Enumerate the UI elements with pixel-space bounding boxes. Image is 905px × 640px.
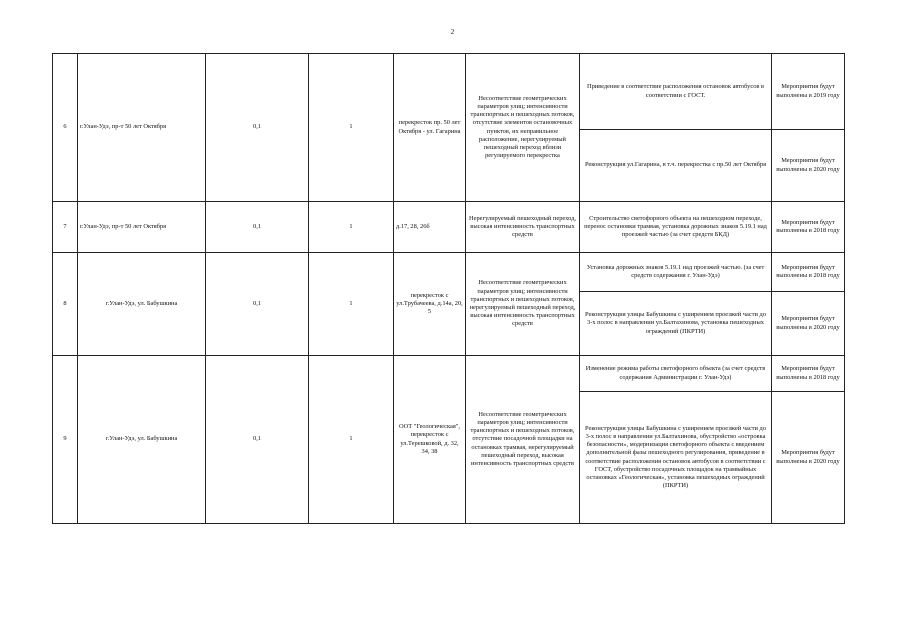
row-number: 7 (53, 202, 78, 253)
problems-cell: Несоответствие геометрических параметров улиц; интенсивности транспортных и пешеходных потоков, отсутствие элементов остановочных пунктов, их неправильное расположение, нерегулируемый пешеходный переход вблизи регулируемого перекрестка (466, 54, 580, 202)
deadline-cell: Мероприятия будут выполнены в 2020 году (772, 392, 845, 524)
deadline-cell: Мероприятия будут выполнены в 2018 году (772, 253, 845, 292)
row-number: 9 (53, 356, 78, 524)
deadline-cell: Мероприятия будут выполнены в 2018 году (772, 356, 845, 392)
measure-cell: Приведение в соответствие расположения остановок автобусов в соответствии с ГОСТ. (580, 54, 772, 130)
row-number: 6 (53, 54, 78, 202)
deadline-cell: Мероприятия будут выполнены в 2020 году (772, 292, 845, 356)
deadline-cell: Мероприятия будут выполнены в 2020 году (772, 130, 845, 202)
count-cell: 1 (309, 253, 394, 356)
measure-cell: Установка дорожных знаков 5.19.1 над проезжей частью. (за счет средств содержания г. Улан-Удэ) (580, 253, 772, 292)
value-cell: 0,1 (206, 54, 309, 202)
address-cell: перекресток пр. 50 лет Октября - ул. Гагарина (394, 54, 466, 202)
page-number: 2 (450, 28, 455, 36)
address-cell: д.17, 28, 26б (394, 202, 466, 253)
deadline-cell: Мероприятия будут выполнены в 2019 году (772, 54, 845, 130)
measure-cell: Реконструкция ул.Гагарина, в т.ч. перекрестка с пр.50 лет Октября (580, 130, 772, 202)
measure-cell: Реконструкция улицы Бабушкина с уширением проезжей части до 3-х полос в направлении ул.Балтахинова, обустройство «островка безопасности», модернизация светофорного объекта с введением дополнительной фазы пешеходного регулирования, приведение в соответствие расположения остановок автобусов в соответствии с ГОСТ, обустройство посадочных площадок на трамвайных остановках «Геологическая», установка пешеходных ограждений (ПКРТИ) (580, 392, 772, 524)
table-row (53, 202, 845, 253)
measure-cell: Строительство светофорного объекта на пешеходном переходе, перенос остановки трамвая, установка дорожных знаков 5.19.1 над проезжей частью (за счет средств БКД) (580, 202, 772, 253)
count-cell: 1 (309, 54, 394, 202)
value-cell: 0,1 (206, 253, 309, 356)
problems-cell: Нерегулируемый пешеходный переход, высокая интенсивность транспортных средств (466, 202, 580, 253)
value-cell: 0,1 (206, 356, 309, 524)
deadline-cell: Мероприятия будут выполнены в 2018 году (772, 202, 845, 253)
measure-cell: Изменение режима работы светофорного объекта (за счет средств содержания Администрации г. Улан-Удэ) (580, 356, 772, 392)
location-cell: г.Улан-Удэ, пр-т 50 лет Октября (78, 54, 206, 202)
measures-table (52, 53, 845, 524)
count-cell: 1 (309, 202, 394, 253)
table-row (53, 356, 845, 392)
location-cell: г.Улан-Удэ, пр-т 50 лет Октября (78, 202, 206, 253)
address-cell: перекресток с ул.Трубачеева, д.14а, 20, 5 (394, 253, 466, 356)
location-cell: г.Улан-Удэ, ул. Бабушкина (78, 253, 206, 356)
table-row (53, 253, 845, 292)
problems-cell: Несоответствие геометрических параметров улиц; интенсивности транспортных и пешеходных потоков, нерегулируемый пешеходный переход, высокая интенсивность транспортных средств (466, 253, 580, 356)
count-cell: 1 (309, 356, 394, 524)
problems-cell: Несоответствие геометрических параметров улиц; интенсивности транспортных и пешеходных потоков, отсутствие посадочной площадки на остановках трамвая, нерегулируемый пешеходный переход, высокая интенсивность транспортных средств (466, 356, 580, 524)
address-cell: ООТ "Геологическая", перекресток с ул.Терешковой, д. 32, 34, 38 (394, 356, 466, 524)
location-cell: г.Улан-Удэ, ул. Бабушкина (78, 356, 206, 524)
table-row (53, 54, 845, 130)
value-cell: 0,1 (206, 202, 309, 253)
measure-cell: Реконструкция улицы Бабушкина с уширением проезжей части до 3-х полос в направлении ул.Балтахинова, установка пешеходных ограждений (ПКРТИ) (580, 292, 772, 356)
row-number: 8 (53, 253, 78, 356)
